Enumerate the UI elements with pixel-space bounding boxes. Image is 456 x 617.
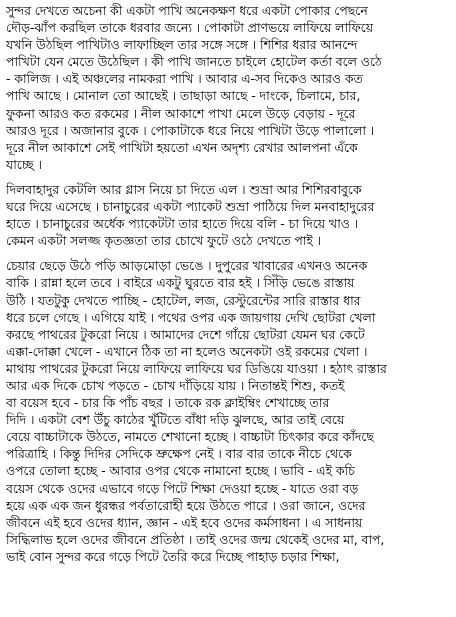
paragraph: [6, 2, 450, 173]
text-line: ধরে চলে গেছে । এগিয়ে যাই । পথের ওপর এক জায়গায় দেখি ছোটরা খেলা: [6, 309, 376, 325]
text-line: সুন্দর দেখতে অচেনা কী একটা পাখি অনেকক্ষণ ধরে একটা পোকার পেছনে: [6, 3, 368, 18]
text-line: পরিত্রাহি । কিন্তু দিদির সেদিকে ভ্রুক্ষেপ নেই । বার বার তাকে নীচে থেকে: [6, 446, 352, 462]
text-line: দৌড়-ঝাঁপ করছিল তাকে ধরবার জন্যে । পোকাটা প্রাণভয়ে লাফিয়ে লাফিয়ে: [6, 20, 373, 36]
text-line: চেয়ার ছেড়ে উঠে পড়ি আড়মোড়া ভেঙে । দুপুরের খাবারের এখনও অনেক: [6, 258, 368, 274]
text-line: বয়েস থেকে ওদের এভাবে গড়ে পিটে শিক্ষা দেওয়া হচ্ছে - যাতে ওরা বড়: [6, 480, 359, 496]
text-line: দিলবাহাদুর কেটলি আর গ্লাস নিয়ে চা দিতে এল । শুভ্রা আর শিশিরবাবুকে: [6, 181, 362, 197]
text-line: পাখি আছে । মোনাল তো আছেই । তাছাড়া আছে - দাংকে, চিলামে, চার,: [6, 88, 361, 104]
text-line: দিদি । একটা বেশ উঁচু কাঠের খুঁটিতে বাঁধা দড়ি ঝুলছে, আর তাই বেয়ে: [6, 412, 345, 428]
text-line: - কালিজ । এই অঞ্চলের নামকরা পাখি । আবার এ-সব দিকেও আরও কত: [6, 71, 363, 87]
text-line: সিদ্ধিলাভ হলে ওদের জীবনে প্রতিষ্ঠা । তাই ওদের জন্ম থেকেই ওদের মা, বাপ,: [6, 531, 385, 547]
text-line: বেয়ে বাচ্চাটাকে উঠতে, নামতে শেখানো হচ্ছে । বাচ্চাটা চিৎকার করে কাঁদছে: [6, 429, 374, 445]
text-line: মাথায় পাথরের টুকরো নিয়ে লাফিয়ে লাফিয়ে ঘর ডিঙিয়ে যাওয়া । হঠাৎ রাস্তার: [6, 360, 387, 376]
text-line: দূরে নীল আকাশে সেই পাখিটা হয়তো এখন অদৃশ্য রেখার আলপনা এঁকে: [6, 139, 358, 155]
text-line: পাখিটা যেন মেতে উঠেছিল । কী পাখি জানতে চাইলে হোটেল কর্তা বলে ওঠে: [6, 54, 382, 70]
text-line: বা বয়েস হবে - চার কি পাঁচ বছর । তাকে রক ক্লাইম্বিং শেখাচ্ছে তার: [6, 395, 330, 411]
document-body: [6, 2, 450, 565]
text-line: ঘরে দিয়ে এসেছে । চানাচুরের একটা প্যাকেট শুভ্রা পাঠিয়ে দিল মনবাহাদুরের: [6, 199, 375, 215]
paragraph: [6, 181, 450, 249]
text-line: যখনি উঠছিল পাখিটাও লাফাচ্ছিল তার সঙ্গে সঙ্গে । শিশির ধরার আনন্দে: [6, 37, 358, 53]
text-line: ভাই বোন সুন্দর করে গড়ে পিটে তৈরি করে দিচ্ছে পাহাড় চড়ার শিক্ষা,: [6, 548, 340, 564]
text-line: উঠি । যতটুকু দেখতে পাচ্ছি - হোটেল, লজ, রেস্টুরেন্টের সারি রাস্তার ধার: [6, 292, 361, 308]
text-line: হয়ে এক এক জন ধুরন্ধর পর্বতারোহী হয়ে উঠতে পারে । ওরা জানে, ওদের: [6, 497, 366, 513]
text-line: ওপরে তোলা হচ্ছে - আবার ওপর থেকে নামানো হচ্ছে । ভাবি - এই কচি: [6, 463, 355, 479]
paragraph: [6, 257, 450, 565]
text-line: জীবনে এই হবে ওদের ধ্যান, জ্ঞান - এই হবে ওদের কর্মসাধনা । এ সাধনায়: [6, 514, 363, 530]
text-line: হাতে । চানাচুরের অর্ধেক প্যাকেটটা তার হাতে দিয়ে বলি - চা দিয়ে খাও ।: [6, 216, 359, 232]
text-line: আর এক দিকে চোখ পড়তে - চোখ দাঁড়িয়ে যায় । নিতান্তই শিশু, কতই: [6, 377, 345, 393]
text-line: আরও দূরে । অজানার বুকে । পোকাটাকে ধরে নিয়ে পাখিটা উড়ে পালালো ।: [6, 122, 375, 138]
text-line: করছে পাথরের টুকরো নিয়ে । আমাদের দেশে গাঁয়ে ছোটরা যেমন ঘর কেটে: [6, 326, 365, 342]
text-line: বাকি । রান্না হলে তবে । বাইরে একটু ঘুরতে বার হই । সিঁড়ি ভেঙে রাস্তায়: [6, 275, 355, 291]
text-line: কেমন একটা সলজ্জ কৃতজ্ঞতা তার চোখে ফুটে ওঠে দেখতে পাই ।: [6, 233, 322, 249]
text-line: ফুকনা আরও কত রকমের । নীল আকাশে পাখা মেলে উড়ে বেড়ায় - দূরে: [6, 105, 356, 121]
text-line: যাচ্ছে ।: [6, 156, 42, 172]
text-line: এক্কা-দোক্কা খেলে - এখানে ঠিক তা না হলেও অনেকটা ওই রকমের খেলা ।: [6, 343, 368, 359]
